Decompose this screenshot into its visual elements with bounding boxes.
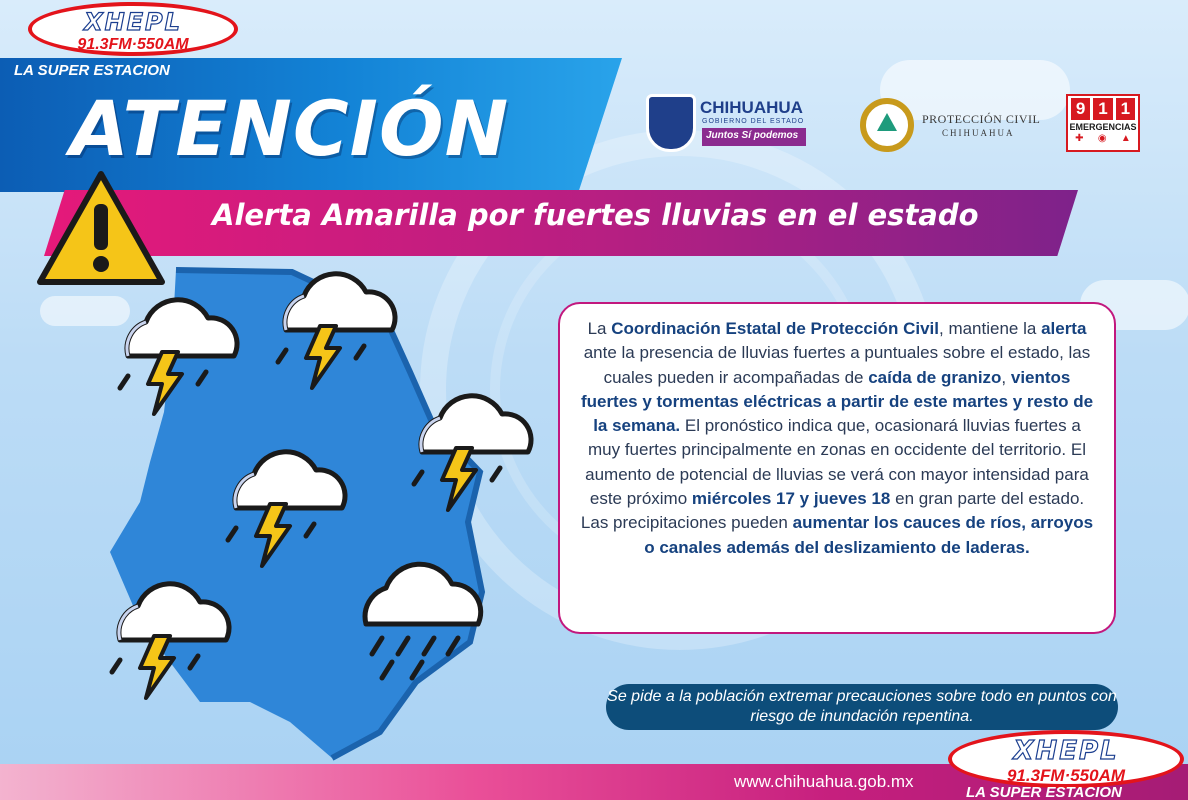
- civil-protection-emblem-icon: [860, 98, 914, 152]
- info-text: ,: [1001, 367, 1011, 387]
- ambulance-icon: ◉: [1097, 133, 1107, 144]
- state-shield-icon: [646, 94, 696, 152]
- fire-icon: ▲: [1120, 133, 1131, 144]
- state-map-illustration: [80, 262, 550, 762]
- info-highlight: miércoles 17 y jueves 18: [691, 489, 891, 509]
- precaution-note: Se pide a la población extremar precauciones sobre todo en puntos con riesgo de inundación repentina.: [606, 684, 1118, 730]
- info-highlight: alerta: [1041, 319, 1087, 338]
- alert-info-box: [558, 302, 1116, 634]
- chihuahua-logo-tagline: Juntos Sí podemos: [702, 128, 806, 146]
- station-slogan: LA SUPER ESTACION: [14, 62, 170, 79]
- station-logo: [28, 2, 238, 56]
- page-title: ATENCIÓN: [70, 84, 510, 173]
- pc-logo-name: PROTECCIÓN CIVIL: [922, 112, 1041, 126]
- station-call-sign: XHEPL: [1013, 736, 1119, 766]
- chihuahua-logo-name: CHIHUAHUA: [700, 98, 803, 117]
- info-highlight: caída de granizo: [868, 367, 1002, 387]
- station-frequencies: 91.3FM·550AM: [77, 36, 189, 53]
- alert-headline: Alerta Amarilla por fuertes lluvias en el estado: [212, 198, 979, 232]
- digit-9: 9: [1071, 98, 1090, 120]
- digit-1: 1: [1093, 98, 1112, 120]
- station-frequencies: 91.3FM·550AM: [1006, 766, 1126, 785]
- pc-logo-subtitle: CHIHUAHUA: [942, 128, 1015, 138]
- emergency-number: [1068, 96, 1138, 120]
- info-text: , mantiene la: [939, 319, 1042, 338]
- station-slogan-bottom: LA SUPER ESTACION: [966, 784, 1122, 800]
- info-highlight: vientos fuertes y tormentas eléctricas a partir de este martes y resto de la semana.: [580, 367, 1094, 436]
- emergencias-label: EMERGENCIAS: [1069, 122, 1137, 132]
- info-highlight: Coordinación Estatal de Protección Civil: [611, 319, 939, 338]
- proteccion-civil-logo: [860, 98, 1041, 152]
- info-highlight: aumentar los cauces de ríos, arroyos o canales además del deslizamiento de laderas.: [644, 513, 1094, 557]
- chihuahua-government-logo: [646, 94, 810, 152]
- station-call-sign: XHEPL: [84, 8, 182, 36]
- emergencias-911-logo: [1066, 94, 1140, 152]
- chihuahua-logo-subtitle: GOBIERNO DEL ESTADO: [702, 118, 805, 125]
- emergency-icons: [1068, 133, 1138, 144]
- info-text: ante la presencia de lluvias fuertes a puntuales sobre el estado, las cuales pueden ir acompañadas de: [583, 343, 1091, 387]
- digit-1: 1: [1116, 98, 1135, 120]
- footer-url: www.chihuahua.gob.mx: [734, 772, 914, 791]
- info-text: en gran parte del estado. Las precipitaciones pueden: [580, 489, 1085, 533]
- info-text: La: [587, 319, 612, 338]
- info-text: El pronóstico indica que, ocasionará lluvias fuertes a muy fuertes principalmente en zonas en occidente del territorio. El aumento de potencial de lluvias se verá con mayor intensidad para este próximo: [585, 416, 1089, 509]
- station-logo-bottom: [948, 730, 1184, 788]
- cross-icon: ✚: [1075, 133, 1084, 144]
